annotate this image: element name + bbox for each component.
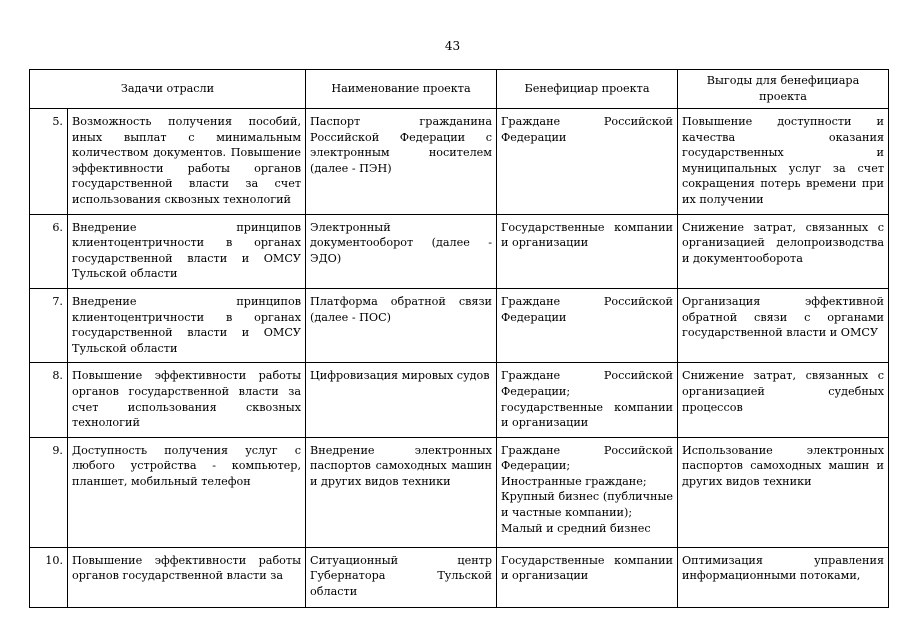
row-number: 9. — [30, 437, 68, 547]
table-row — [30, 363, 889, 437]
table-header — [30, 70, 889, 109]
task-cell: Повышение эффективности работы органов государственной власти за счет использования сквозных технологий — [68, 363, 306, 437]
table-row — [30, 288, 889, 362]
table-row — [30, 547, 889, 607]
beneficiary-line: государственные компании и организации — [501, 400, 674, 430]
task-cell: Внедрение принципов клиентоцентричности в органах государственной власти и ОМСУ Тульской области — [68, 288, 306, 362]
task-cell: Возможность получения пособий, иных выплат с минимальным количеством документов. Повышение эффективности работы органов государственной власти за счет использования сквозных технологий — [68, 109, 306, 215]
beneficiary-cell — [497, 437, 678, 547]
project-cell: Ситуационный центр Губернатора Тульской области — [306, 547, 497, 607]
benefits-cell: Использование электронных паспортов самоходных машин и других видов техники — [678, 437, 889, 547]
project-cell: Паспорт гражданина Российской Федерации с электронным носителем (далее - ПЭН) — [306, 109, 497, 215]
row-number: 8. — [30, 363, 68, 437]
benefits-cell: Снижение затрат, связанных с организацией делопроизводства и документооборота — [678, 214, 889, 288]
table-row — [30, 109, 889, 215]
row-number: 6. — [30, 214, 68, 288]
row-number: 7. — [30, 288, 68, 362]
beneficiary-line: Иностранные граждане; — [501, 474, 647, 488]
page-number: 43 — [444, 39, 461, 53]
row-number: 10. — [30, 547, 68, 607]
task-cell: Внедрение принципов клиентоцентричности в органах государственной власти и ОМСУ Тульской области — [68, 214, 306, 288]
benefits-cell: Повышение доступности и качества оказания государственных и муниципальных услуг за счет сокращения потерь времени при их получении — [678, 109, 889, 215]
benefits-cell: Оптимизация управления информационными потоками, — [678, 547, 889, 607]
beneficiary-cell — [497, 109, 678, 215]
header-beneficiary: Бенефициар проекта — [497, 70, 678, 109]
beneficiary-cell — [497, 363, 678, 437]
header-row — [30, 70, 889, 109]
beneficiary-line: Граждане Российской Федерации — [501, 115, 674, 144]
task-cell: Доступность получения услуг с любого устройства - компьютер, планшет, мобильный телефон — [68, 437, 306, 547]
beneficiary-line: Крупный бизнес (публичные и частные компании); — [501, 490, 674, 520]
table-row — [30, 214, 889, 288]
project-cell: Электронный документооборот (далее - ЭДО) — [306, 214, 497, 288]
beneficiary-line: Граждане Российской Федерации — [501, 294, 674, 324]
beneficiary-line: Малый и средний бизнес — [501, 521, 651, 535]
project-cell: Платформа обратной связи (далее - ПОС) — [306, 288, 497, 362]
beneficiary-line: Государственные компании и организации — [501, 553, 674, 583]
project-cell: Цифровизация мировых судов — [306, 363, 497, 437]
row-number: 5. — [30, 109, 68, 215]
benefits-cell: Снижение затрат, связанных с организацией судебных процессов — [678, 363, 889, 437]
task-cell: Повышение эффективности работы органов государственной власти за — [68, 547, 306, 607]
beneficiary-line: Граждане Российской Федерации; — [501, 369, 674, 398]
beneficiary-cell — [497, 214, 678, 288]
beneficiary-line: Граждане Российской Федерации; — [501, 443, 674, 473]
header-project: Наименование проекта — [306, 70, 497, 109]
beneficiary-line: Государственные компании и организации — [501, 220, 674, 250]
beneficiary-cell — [497, 547, 678, 607]
header-task: Задачи отрасли — [30, 70, 306, 109]
table-body — [30, 109, 889, 608]
project-cell: Внедрение электронных паспортов самоходных машин и других видов техники — [306, 437, 497, 547]
header-benefits: Выгоды для бенефициара проекта — [678, 70, 889, 109]
beneficiary-cell — [497, 288, 678, 362]
benefits-cell: Организация эффективной обратной связи с органами государственной власти и ОМСУ — [678, 288, 889, 362]
projects-table — [29, 69, 889, 608]
table-row — [30, 437, 889, 547]
